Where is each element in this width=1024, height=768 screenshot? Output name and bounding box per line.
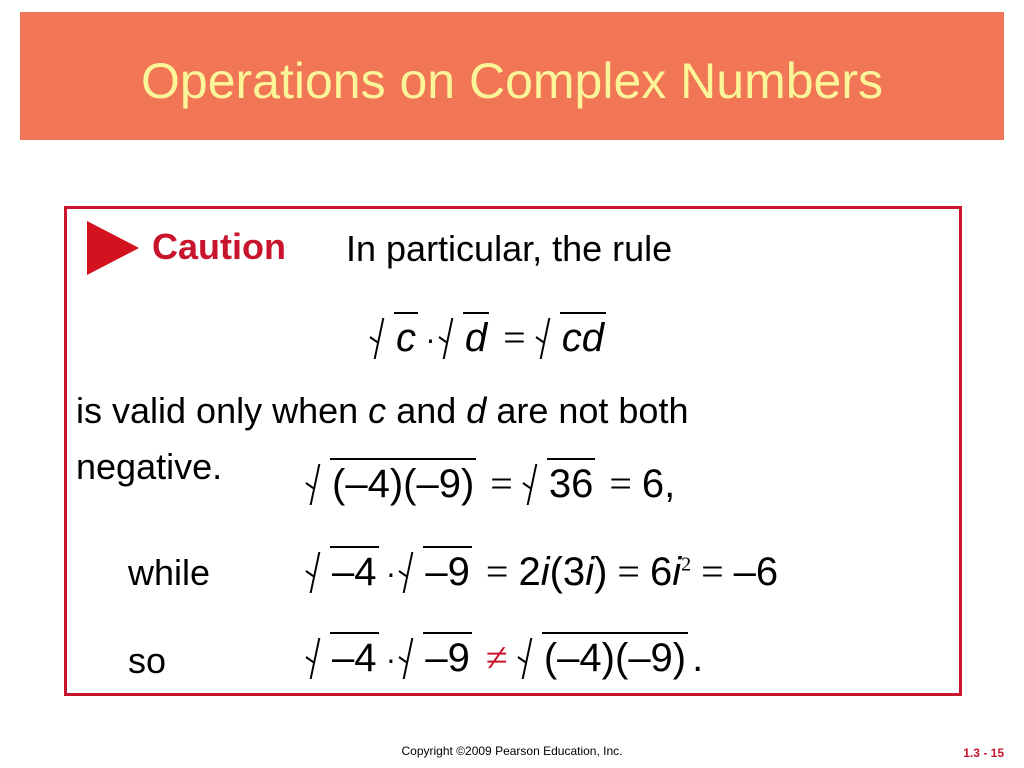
formula-line-3: –4 ⋅ –9 ≠ (–4)(–9) .: [306, 632, 703, 681]
negative-word: negative.: [76, 446, 223, 487]
slide-number: 1.3 - 15: [963, 746, 1004, 760]
rule-formula: [370, 312, 610, 361]
equals-sign: =: [503, 315, 526, 360]
sqrt-product: (–4)(–9): [306, 458, 476, 507]
slide-title: Operations on Complex Numbers: [141, 53, 883, 109]
sqrt-product-b: (–4)(–9): [518, 632, 688, 681]
dot-operator: ⋅: [426, 326, 435, 358]
sqrt-d: d: [439, 312, 489, 361]
sqrt-c: c: [370, 312, 418, 361]
sqrt-36: 36: [523, 458, 596, 507]
copyright-footer: Copyright ©2009 Pearson Education, Inc.: [401, 744, 623, 758]
sqrt-cd: cd: [536, 312, 606, 361]
so-label: so: [128, 640, 167, 681]
caution-intro: In particular, the rule: [346, 228, 673, 269]
sqrt-neg9: –9: [399, 546, 472, 595]
formula-line-2: $-4 \cdot -9 = 2i(3i) = 6i^2 = -6$: [306, 546, 778, 595]
sqrt-neg4-b: –4: [306, 632, 379, 681]
formula-line-1: (–4)(–9) = 36 = 6,: [306, 458, 675, 507]
sqrt-neg9-b: –9: [399, 632, 472, 681]
while-label: while: [128, 552, 211, 593]
caution-label: Caution: [152, 226, 286, 267]
arrow-bullet-icon: [87, 221, 139, 275]
title-bar: [20, 12, 1004, 140]
validity-statement: is valid only when c and d are not both: [76, 390, 689, 431]
not-equal-sign: ≠: [485, 635, 508, 680]
sqrt-neg4: –4: [306, 546, 379, 595]
